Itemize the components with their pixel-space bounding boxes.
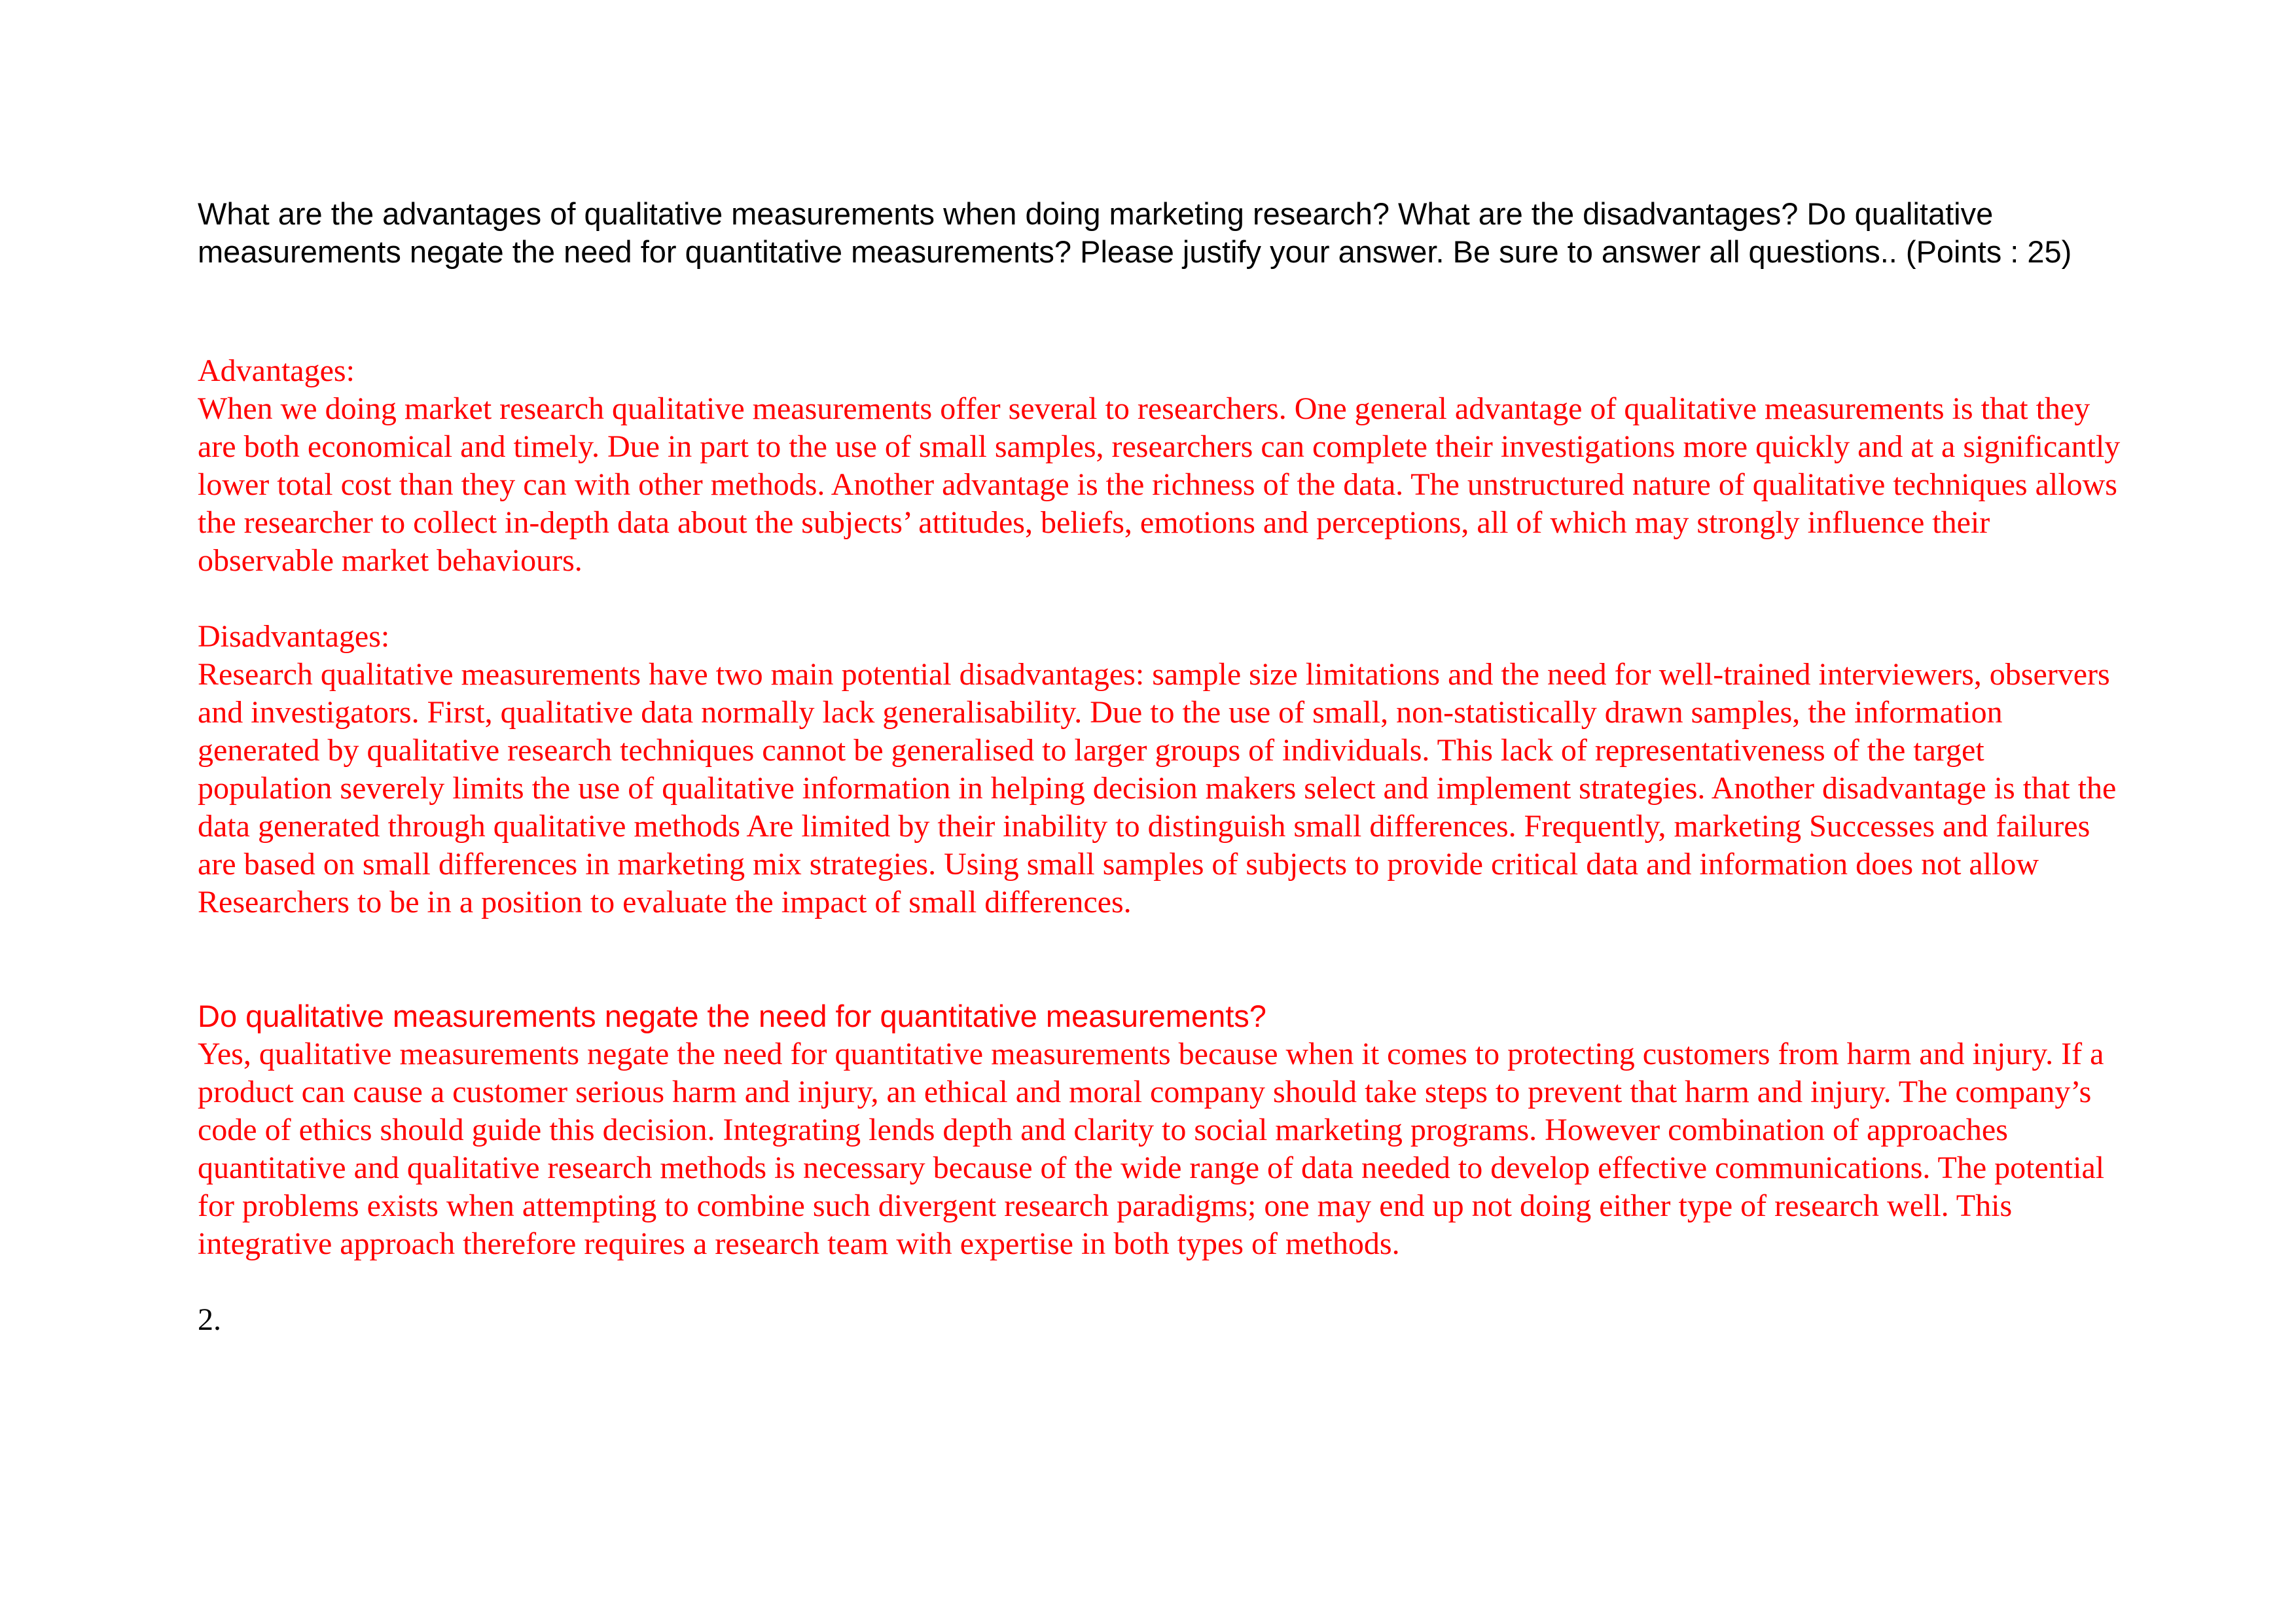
- advantages-text: When we doing market research qualitative measurements offer several to researchers. One general advantage of qualitative measurements is that they are both economical and timely. Due in part to the use of small samples, researchers can complete their investigations more quickly and at a significantly lower total cost than they can with other methods. Another advantage is the richness of the data. The unstructured nature of qualitative techniques allows the researcher to collect in-depth data about the subjects’ attitudes, beliefs, emotions and perceptions, all of which may strongly influence their observable market behaviours.: [198, 391, 2121, 578]
- question-text: What are the advantages of qualitative measurements when doing marketing research? What are the disadvantages? Do qualitative measurements negate the need for quantitative measurements? Please justify your answer. Be sure to answer all questions.. (Points : 25): [198, 196, 2072, 269]
- negate-text: Yes, qualitative measurements negate the need for quantitative measurements because when it comes to protecting customers from harm and injury. If a product can cause a customer serious harm and injury, an ethical and moral company should take steps to prevent that harm and injury. The company’s code of ethics should guide this decision. Integrating lends depth and clarity to social marketing programs. However combination of approaches quantitative and qualitative research methods is necessary because of the wide range of data needed to develop effective communications. The potential for problems exists when attempting to combine such divergent research paradigms; one may end up not doing either type of research well. This integrative approach therefore requires a research team with expertise in both types of methods.: [198, 1037, 2105, 1261]
- question-number: 2.: [198, 1302, 221, 1337]
- disadvantages-heading: Disadvantages:: [198, 619, 390, 654]
- negate-heading: Do qualitative measurements negate the need for quantitative measurements?: [198, 999, 1266, 1033]
- document-page: [198, 195, 2122, 1339]
- advantages-heading: Advantages:: [198, 353, 355, 388]
- disadvantages-text: Research qualitative measurements have two main potential disadvantages: sample size limitations and the need for well-trained interviewers, observers and investigators. First, qualitative data normally lack generalisability. Due to the use of small, non-statistically drawn samples, the information generated by qualitative research techniques cannot be generalised to larger groups of individuals. This lack of representativeness of the target population severely limits the use of qualitative information in helping decision makers select and implement strategies. Another disadvantage is that the data generated through qualitative methods Are limited by their inability to distinguish small differences. Frequently, marketing Successes and failures are based on small differences in marketing mix strategies. Using small samples of subjects to provide critical data and information does not allow Researchers to be in a position to evaluate the impact of small differences.: [198, 657, 2117, 919]
